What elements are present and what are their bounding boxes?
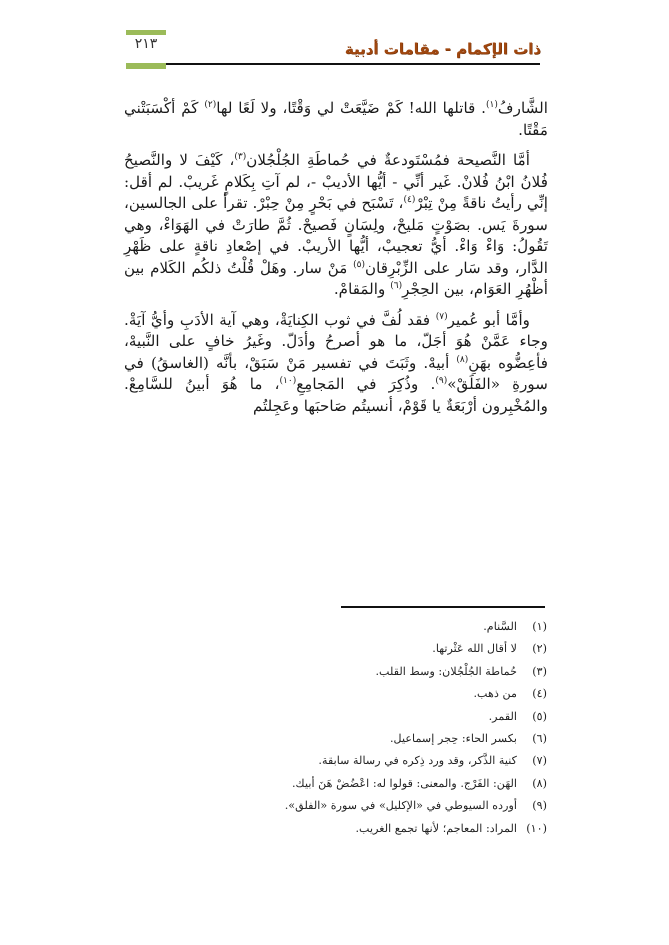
accent-bar-bottom — [126, 63, 166, 69]
footnote-text: كنية الذَّكر، وقد ورد ذِكره في رسالة سابقة. — [318, 754, 517, 768]
footnote-ref-4[interactable]: (٤) — [403, 194, 416, 205]
footnote-item — [117, 706, 547, 728]
text-segment: أبيهْ. وثَبَتَ في تفسير مَنْ سَبَقْ، بأنَّه (الغاسقُ) في سورةِ «الفَلَقْ» — [124, 353, 548, 393]
footnote-text: بكسر الحاء: حِجر إسماعيل. — [389, 732, 517, 746]
footnote-item — [117, 795, 547, 817]
text-segment: كَمْ أكْسَبَتْني مَقْتًا. — [124, 99, 548, 139]
paragraph-1 — [124, 98, 548, 141]
footnote-number: (٤) — [532, 687, 547, 701]
footnote-ref-7[interactable]: (٧) — [435, 311, 448, 322]
footnote-item — [117, 683, 547, 705]
footnote-number: (٥) — [532, 709, 547, 723]
text-segment: . وذُكِرَ في المَجامِعِ — [296, 375, 436, 393]
footnote-item — [117, 818, 547, 840]
footnote-item — [117, 616, 547, 638]
footnote-ref-3[interactable]: (٣) — [234, 151, 247, 162]
footnote-text: حُماطة الجُلْجُلان: وسط القلب. — [375, 664, 517, 678]
footnote-number: (٩) — [532, 799, 547, 813]
text-segment: مَنْ سار. وهَلْ قُلْتُ ذلكُم الكَلام بين أظْهُرِ العَوَام، بين الحِجْرِ — [124, 258, 548, 298]
text-segment: ، كَيْفَ لا والنَّصيحُ فُلانُ ابْنُ فُلانْ. غَير أنِّي - أيُّها الأديبْ -، لم آتِ بِكَلامٍ غَريبْ. لم أقل: إنِّي رأيتُ ناقةً مِنْ تِبْرْ — [124, 151, 548, 212]
header-rule — [166, 63, 540, 65]
footnote-number: (٧) — [532, 754, 547, 768]
footnote-separator — [341, 606, 545, 608]
page-number: ٢١٣ — [134, 36, 158, 52]
accent-bar-top — [126, 30, 166, 35]
footnote-text: الهَن: الفَرْج. والمعنى: قولوا له: اعْضُضْ هَنَ أبيك. — [291, 776, 517, 790]
footnotes-list — [117, 616, 547, 840]
text-segment: ، تَسْبَح في بَحْرٍ مِنْ حِبْرْ. تقرأ على الجالسين، سورةَ يَس. بصَوْتٍ مَليحْ، ولِسَانٍ فَصيحْ. ثُمَّ طارَتْ في الهَوَاءْ، وهي تَقُولُ: وَاءْ وَاءْ. أيُّ تعجيبْ، أيُّها الأريبْ. في إصْعادِ ناقةٍ على ظَهْرِ الدَّار، وقد سَار على الزِّبْرِقان — [124, 194, 548, 277]
footnote-ref-10[interactable]: (١٠) — [279, 375, 297, 386]
footnote-item — [117, 773, 547, 795]
body-text — [124, 98, 548, 426]
footnote-text: المراد: المعاجم؛ لأنها تجمع الغريب. — [355, 821, 517, 835]
footnote-ref-6[interactable]: (٦) — [390, 280, 403, 291]
paragraph-2 — [124, 150, 548, 301]
footnote-number: (٢) — [532, 642, 547, 656]
text-segment: الشَّارفُ — [497, 99, 548, 117]
footnote-number: (١) — [532, 620, 547, 633]
footnote-number: (٣) — [532, 664, 547, 678]
footnote-number: (٨) — [532, 776, 547, 790]
footnote-ref-2[interactable]: (٢) — [204, 99, 217, 110]
text-segment: والمَقامْ. — [333, 280, 391, 298]
footnote-ref-8[interactable]: (٨) — [456, 354, 469, 365]
footnote-text: القمر. — [488, 709, 517, 723]
footnote-text: السَّنام. — [483, 620, 517, 633]
text-segment: وأمَّا أبو عُمير — [447, 310, 530, 329]
footnote-text: لا أقال الله عَثْرتها. — [432, 642, 517, 656]
footnote-ref-1[interactable]: (١) — [486, 99, 498, 110]
text-segment: فقد لُفَّ في ثوب الكِنايَةْ، وهي آية الأدَبِ وأيُّ آيَةْ. وجاء عَمَّنْ هُوَ أجَلّ، ما هو أصرحُ وأدَلّ. وغَيرُ خافٍ على النَّبيهْ، فأعِضُّوه بهَنِ — [124, 310, 549, 372]
footnote-item — [117, 661, 547, 683]
text-segment: أمَّا النَّصيحة فمُسْتَودعةٌ في حُماطَةِ الجُلْجُلان — [246, 151, 530, 169]
footnote-item — [117, 750, 547, 772]
footnote-number: (١٠) — [526, 821, 547, 835]
footnote-text: أورده السيوطي في «الإكليل» في سورة «الفلق». — [284, 799, 517, 813]
footnote-text: من ذهب. — [473, 687, 517, 701]
page-number-box — [126, 30, 166, 72]
footnote-item — [117, 728, 547, 750]
footnote-ref-5[interactable]: (٥) — [353, 259, 366, 270]
text-segment: . قاتلها الله! كَمْ ضَيَّعَتْ لي وَقْتًا، ولا لَعًا لها — [216, 99, 487, 117]
footnote-item — [117, 638, 547, 660]
footnote-number: (٦) — [532, 732, 547, 746]
text-segment: ، ما هُوَ أبينُ للسَّامِعْ. والمُخْبِرون أرْبَعَةٌ يا قَوْمْ، أنسيتُم صَاحبَها وعَجِلتُم — [124, 375, 548, 415]
paragraph-3 — [124, 310, 548, 418]
running-title: ذات الإكمام - مقامات أدبية — [344, 40, 541, 58]
footnote-ref-9[interactable]: (٩) — [435, 375, 448, 386]
